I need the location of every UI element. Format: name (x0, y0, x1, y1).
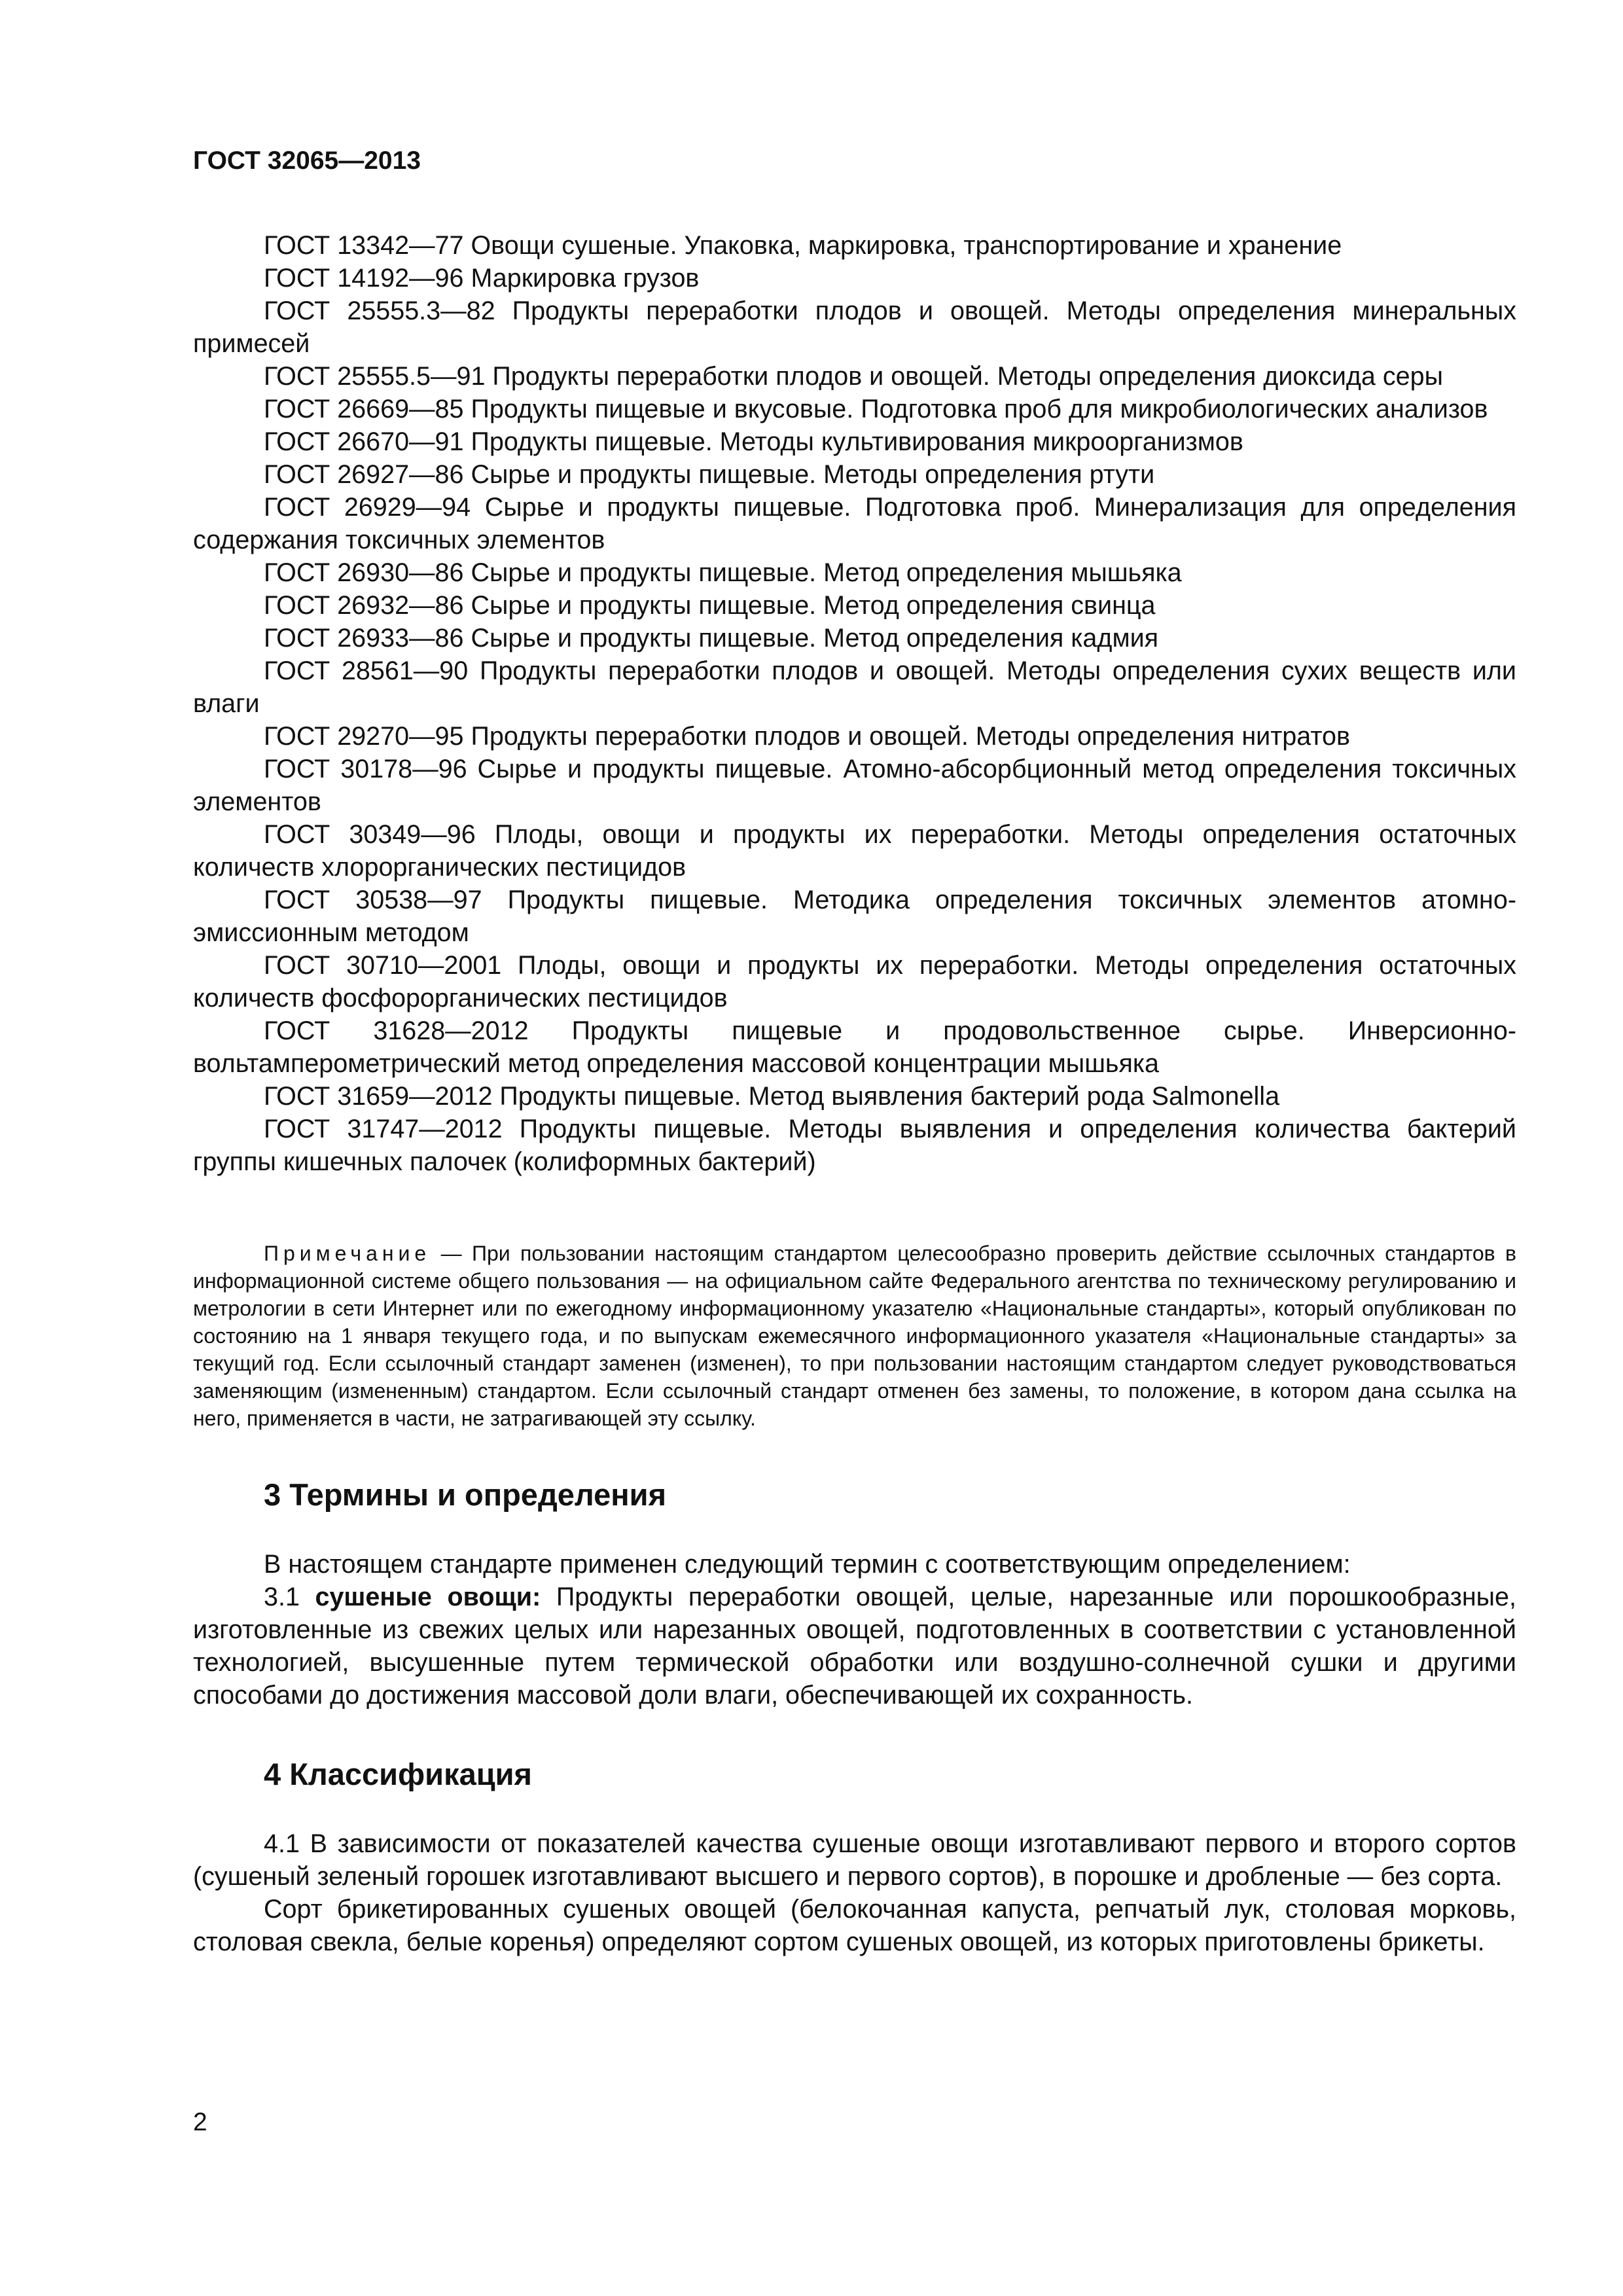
reference-item: ГОСТ 31628—2012 Продукты пищевые и продовольственное сырье. Инверсионно-вольтамперометрический метод определения массовой концентрации мышьяка (193, 1016, 1516, 1078)
reference-item: ГОСТ 26930—86 Сырье и продукты пищевые. Метод определения мышьяка (264, 558, 1182, 587)
reference-item: ГОСТ 29270—95 Продукты переработки плодов и овощей. Методы определения нитратов (264, 722, 1350, 751)
classification-paragraph-1: 4.1 В зависимости от показателей качества сушеные овощи изготавливают первого и второго сортов (сушеный зеленый горошек изготавливают высшего и первого сортов), в порошке и дробленые — без сорта. (193, 1829, 1516, 1891)
note-text: При пользовании настоящим стандартом целесообразно проверить действие ссылочных стандартов в информационной системе общего пользования — на официальном сайте Федерального агентства по техническому регулированию и метрологии в сети Интернет или по ежегодному информационному указателю «Национальные стандарты», который опубликован по состоянию на 1 января текущего года, и по выпускам ежемесячного информационного указателя «Национальные стандарты» за текущий год. Если ссылочный стандарт заменен (изменен), то при пользовании настоящим стандартом следует руководствоваться заменяющим (измененным) стандартом. Если ссылочный стандарт отменен без замены, то положение, в котором дана ссылка на него, применяется в части, не затрагивающей эту ссылку. (193, 1242, 1517, 1430)
reference-item: ГОСТ 26670—91 Продукты пищевые. Методы культивирования микроорганизмов (264, 427, 1243, 456)
term-name: сушеные овощи: (315, 1583, 541, 1611)
term-number: 3.1 (264, 1583, 315, 1611)
reference-item: ГОСТ 26933—86 Сырье и продукты пищевые. Метод определения кадмия (264, 624, 1159, 653)
reference-item: ГОСТ 26669—85 Продукты пищевые и вкусовые. Подготовка проб для микробиологических анализов (264, 395, 1488, 423)
term-definition-text: Продукты переработки овощей, целые, нарезанные или порошкообразные, изготовленные из свежих целых или нарезанных овощей, подготовленных в соответствии с установленной технологией, высушенные путем термической обработки или воздушно-солнечной сушки и другими способами до достижения массовой доли влаги, обеспечивающей их сохранность. (193, 1583, 1516, 1710)
running-header: ГОСТ 32065—2013 (193, 147, 421, 175)
reference-item: ГОСТ 26932—86 Сырье и продукты пищевые. Метод определения свинца (264, 591, 1156, 620)
classification-paragraph-2: Сорт брикетированных сушеных овощей (белокочанная капуста, репчатый лук, столовая морковь, столовая свекла, белые коренья) определяют сортом сушеных овощей, из которых приготовлены брикеты. (193, 1895, 1516, 1956)
reference-item: ГОСТ 30538—97 Продукты пищевые. Методика определения токсичных элементов атомно-эмиссионным методом (193, 886, 1516, 947)
term-definition (193, 1581, 1516, 1712)
page-content (193, 144, 1516, 1958)
reference-item: ГОСТ 30349—96 Плоды, овощи и продукты их переработки. Методы определения остаточных количеств хлорорганических пестицидов (193, 820, 1516, 882)
reference-item: ГОСТ 13342—77 Овощи сушеные. Упаковка, маркировка, транспортирование и хранение (264, 231, 1342, 260)
reference-item: ГОСТ 14192—96 Маркировка грузов (264, 264, 700, 293)
note-label: Примечание (264, 1242, 431, 1265)
section-3-heading: 3 Термины и определения (264, 1477, 666, 1512)
reference-item: ГОСТ 31659—2012 Продукты пищевые. Метод выявления бактерий рода Salmonella (264, 1082, 1280, 1111)
reference-item: ГОСТ 30710—2001 Плоды, овощи и продукты их переработки. Методы определения остаточных количеств фосфорорганических пестицидов (193, 951, 1516, 1013)
reference-item: ГОСТ 30178—96 Сырье и продукты пищевые. Атомно-абсорбционный метод определения токсичных элементов (193, 755, 1516, 816)
reference-item: ГОСТ 26927—86 Сырье и продукты пищевые. Методы определения ртути (264, 460, 1155, 489)
note-dash: — (431, 1242, 472, 1265)
normative-references-list (193, 229, 1516, 1178)
reference-item: ГОСТ 31747—2012 Продукты пищевые. Методы выявления и определения количества бактерий группы кишечных палочек (колиформных бактерий) (193, 1115, 1516, 1176)
reference-item: ГОСТ 25555.5—91 Продукты переработки плодов и овощей. Методы определения диоксида серы (264, 362, 1443, 391)
page-number: 2 (193, 2108, 207, 2136)
note-paragraph (193, 1240, 1516, 1432)
section-4-heading: 4 Классификация (264, 1757, 532, 1791)
section-3-intro: В настоящем стандарте применен следующий термин с соответствующим определением: (264, 1550, 1351, 1579)
reference-item: ГОСТ 26929—94 Сырье и продукты пищевые. Подготовка проб. Минерализация для определения содержания токсичных элементов (193, 493, 1516, 554)
reference-item: ГОСТ 25555.3—82 Продукты переработки плодов и овощей. Методы определения минеральных примесей (193, 296, 1516, 358)
reference-item: ГОСТ 28561—90 Продукты переработки плодов и овощей. Методы определения сухих веществ или влаги (193, 656, 1516, 718)
